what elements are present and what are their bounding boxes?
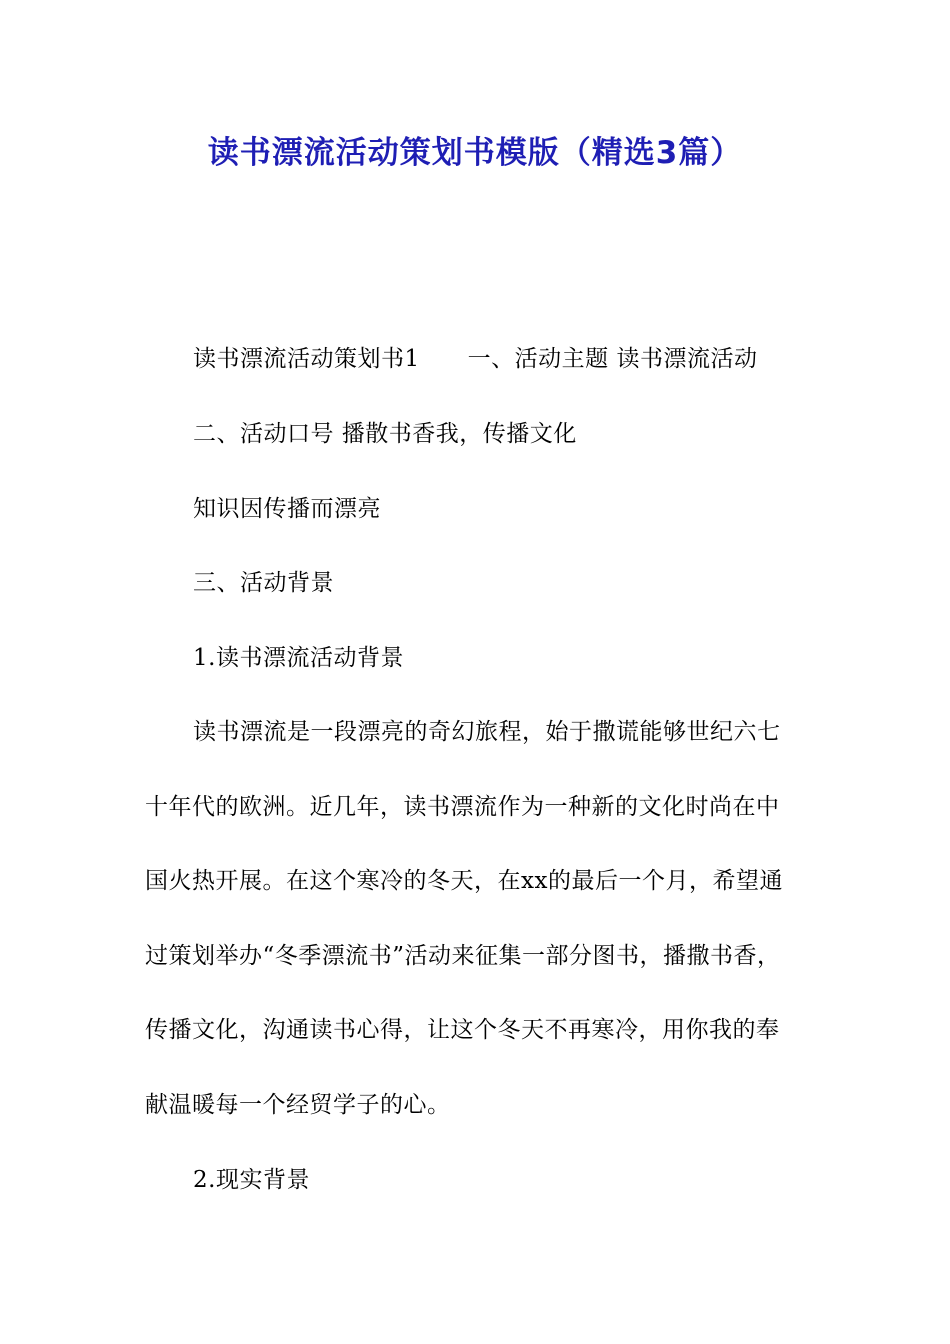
slogan-line: 二、活动口号 播散书香我，传播文化 bbox=[193, 421, 577, 447]
document-title: 读书漂流活动策划书模版（精选3篇） bbox=[207, 135, 743, 171]
theme-line: 一、活动主题 读书漂流活动 bbox=[467, 346, 758, 372]
paragraph-line: 读书漂流是一段漂亮的奇幻旅程，始于撒谎能够世纪六七 bbox=[193, 719, 781, 745]
plan-heading: 读书漂流活动策划书1 bbox=[193, 346, 420, 372]
paragraph-line: 十年代的欧洲。近几年，读书漂流作为一种新的文化时尚在中 bbox=[145, 794, 780, 820]
background-1-heading: 1.读书漂流活动背景 bbox=[193, 645, 404, 671]
paragraph-line: 过策划举办“冬季漂流书”活动来征集一部分图书，播撒书香， bbox=[145, 943, 781, 969]
paragraph-line: 传播文化，沟通读书心得，让这个冬天不再寒冷，用你我的奉 bbox=[145, 1017, 780, 1043]
slogan-line-2: 知识因传播而漂亮 bbox=[193, 496, 381, 522]
background-heading: 三、活动背景 bbox=[193, 570, 334, 596]
heading-line bbox=[193, 341, 757, 377]
paragraph-line: 国火热开展。在这个寒冷的冬天，在xx的最后一个月，希望通 bbox=[145, 868, 783, 894]
background-2-heading: 2.现实背景 bbox=[193, 1167, 310, 1193]
paragraph-line: 献温暖每一个经贸学子的心。 bbox=[145, 1092, 451, 1118]
